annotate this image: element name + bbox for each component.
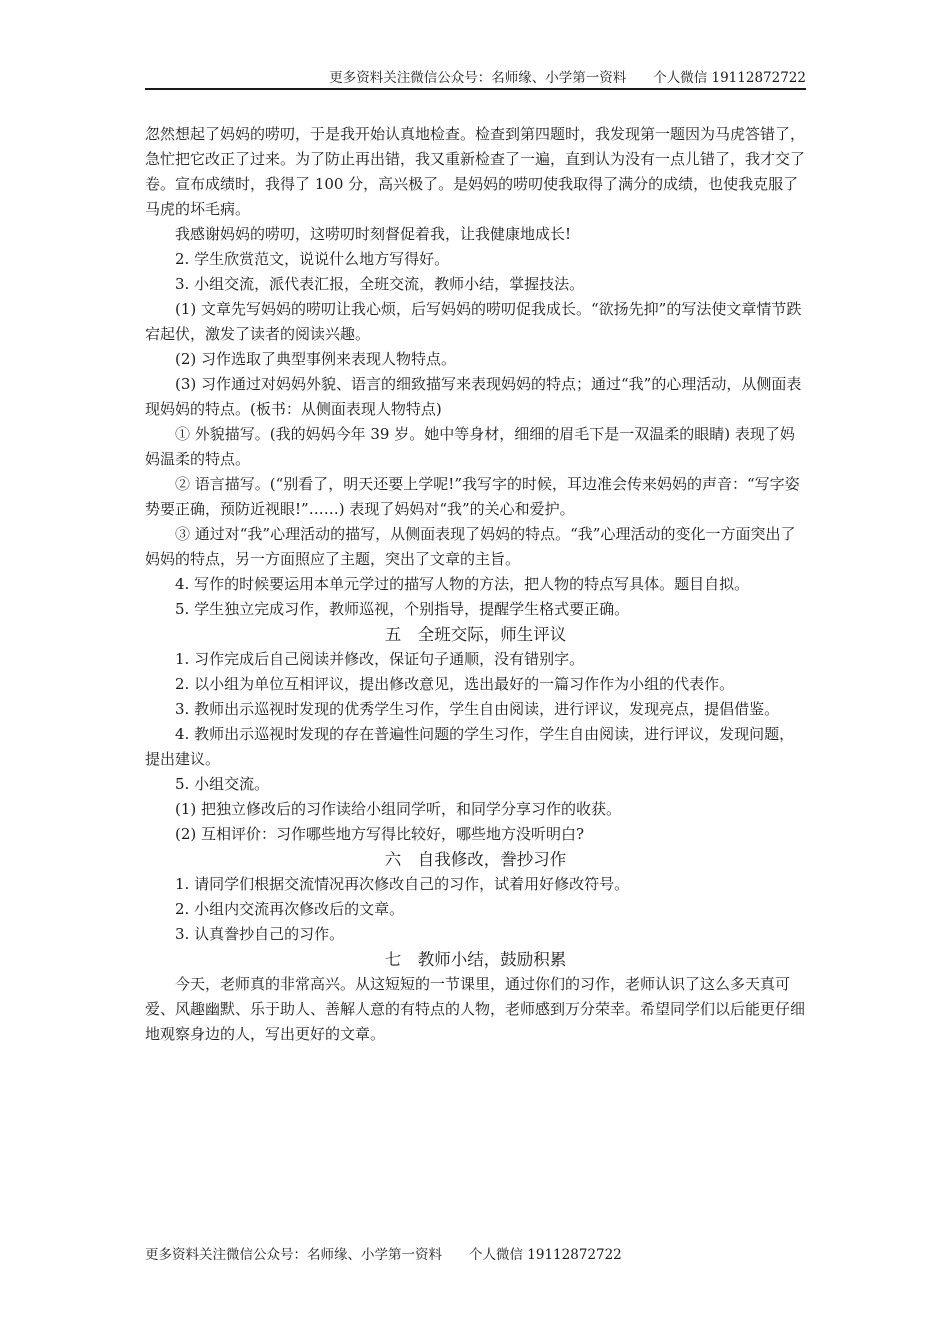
step-item: 2. 以小组为单位互相评议，提出修改意见，选出最好的一篇习作作为小组的代表作。 (175, 675, 735, 693)
essay-closing: 我感谢妈妈的唠叨，这唠叨时刻督促着我，让我健康地成长! (175, 225, 572, 243)
section-six-heading: 六 自我修改，誊抄习作 (384, 850, 567, 869)
step-item: 1. 习作完成后自己阅读并修改，保证句子通顺，没有错别字。 (175, 650, 585, 668)
step-item: 5. 小组交流。 (175, 775, 270, 793)
step-item: (3) 习作通过对妈妈外貌、语言的细致描写来表现妈妈的特点；通过“我”的心理活动，从侧面表现妈妈的特点。(板书：从侧面表现人物特点) (145, 375, 802, 418)
page-footer: 更多资料关注微信公众号：名师缘、小学第一资料 个人微信 19112872722 (145, 1247, 622, 1263)
step-item: 3. 教师出示巡视时发现的优秀学生习作，学生自由阅读，进行评议，发现亮点，提倡借鉴。 (175, 700, 780, 718)
step-item: 3. 小组交流，派代表汇报，全班交流，教师小结，掌握技法。 (175, 275, 585, 293)
step-item: 2. 小组内交流再次修改后的文章。 (175, 900, 405, 918)
section-five-heading: 五 全班交际，师生评议 (384, 625, 567, 644)
step-item: 1. 请同学们根据交流情况再次修改自己的习作，试着用好修改符号。 (175, 875, 630, 893)
step-item: 4. 写作的时候要运用本单元学过的描写人物的方法，把人物的特点写具体。题目自拟。 (175, 575, 750, 593)
step-item: 4. 教师出示巡视时发现的存在普遍性问题的学生习作，学生自由阅读，进行评议，发现问题，提出建议。 (145, 725, 795, 768)
step-item: ③ 通过对“我”心理活动的描写，从侧面表现了妈妈的特点。“我”心理活动的变化一方面突出了妈妈的特点，另一方面照应了主题，突出了文章的主旨。 (145, 525, 796, 568)
step-item: (2) 互相评价：习作哪些地方写得比较好，哪些地方没听明白? (175, 825, 585, 843)
step-item: ① 外貌描写。(我的妈妈今年 39 岁。她中等身材，细细的眉毛下是一双温柔的眼睛) 表现了妈妈温柔的特点。 (145, 425, 795, 468)
step-item: (2) 习作选取了典型事例来表现人物特点。 (175, 350, 457, 368)
step-item: 5. 学生独立完成习作，教师巡视，个别指导，提醒学生格式要正确。 (175, 600, 630, 618)
step-item: (1) 把独立修改后的习作读给小组同学听，和同学分享习作的收获。 (175, 800, 622, 818)
header-divider (145, 88, 806, 90)
essay-paragraph: 忽然想起了妈妈的唠叨，于是我开始认真地检查。检查到第四题时，我发现第一题因为马虎答错了，急忙把它改正了过来。为了防止再出错，我又重新检查了一遍，直到认为没有一点儿错了，我才交了卷。宣布成绩时，我得了 100 分，高兴极了。是妈妈的唠叨使我取得了满分的成绩，也使我克服了马虎的坏毛病。 (145, 125, 806, 218)
step-item: ② 语言描写。(“别看了，明天还要上学呢!”我写字的时候，耳边准会传来妈妈的声音：“写字姿势要正确，预防近视眼!”……) 表现了妈妈对“我”的关心和爱护。 (145, 475, 800, 518)
section-seven-heading: 七 教师小结，鼓励积累 (384, 950, 567, 969)
step-item: (1) 文章先写妈妈的唠叨让我心烦，后写妈妈的唠叨促我成长。“欲扬先抑”的写法使文章情节跌宕起伏，激发了读者的阅读兴趣。 (145, 300, 802, 343)
summary-paragraph: 今天，老师真的非常高兴。从这短短的一节课里，通过你们的习作，老师认识了这么多天真可爱、风趣幽默、乐于助人、善解人意的有特点的人物，老师感到万分荣幸。希望同学们以后能更仔细地观察身边的人，写出更好的文章。 (145, 975, 806, 1043)
step-item: 3. 认真誊抄自己的习作。 (175, 925, 345, 943)
document-body (145, 122, 806, 1047)
page-header: 更多资料关注微信公众号：名师缘、小学第一资料 个人微信 19112872722 (329, 70, 806, 86)
step-item: 2. 学生欣赏范文，说说什么地方写得好。 (175, 250, 450, 268)
